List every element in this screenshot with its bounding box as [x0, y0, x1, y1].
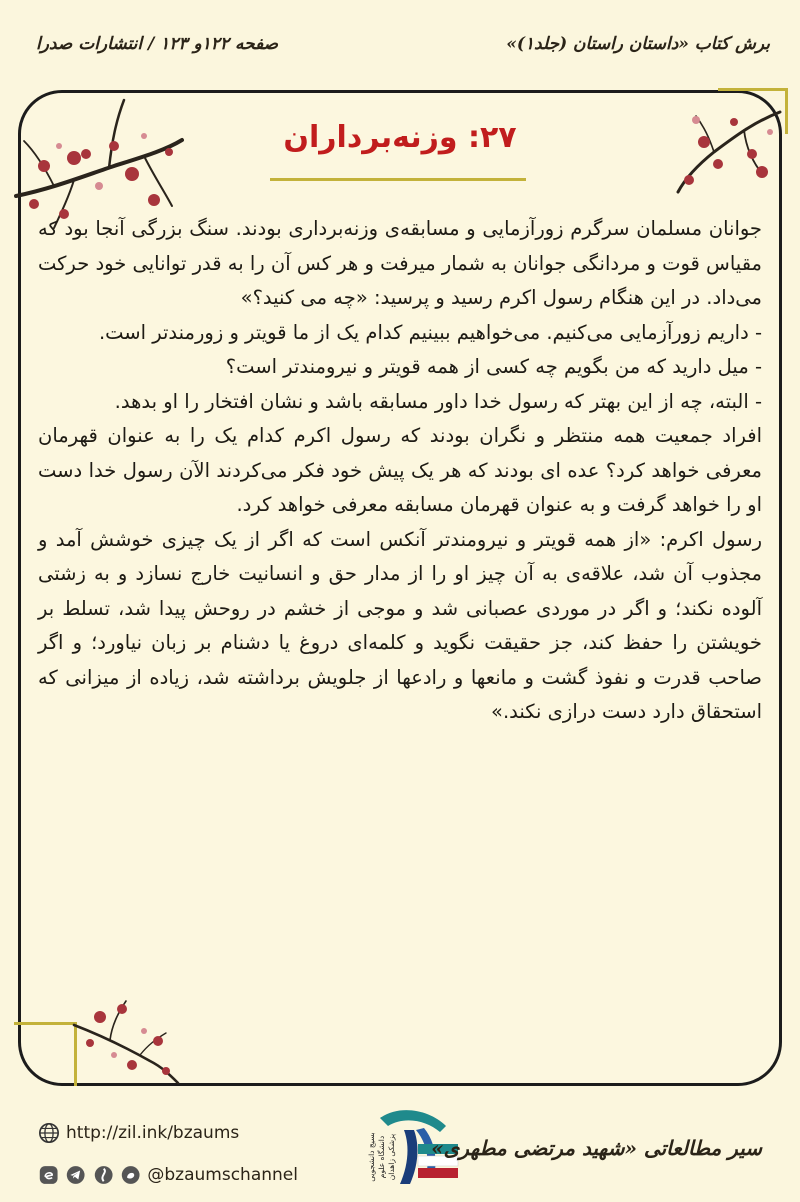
- bale-icon: [120, 1164, 141, 1186]
- soroush-icon: [93, 1164, 114, 1186]
- blossom-branch-bottom-left: [70, 995, 180, 1085]
- story-title: ۲۷: وزنه‌برداران: [283, 120, 517, 155]
- channel-handle[interactable]: @bzaumschannel: [147, 1165, 298, 1185]
- channel-row[interactable]: [38, 1160, 298, 1190]
- frame-accent-top-right: [718, 88, 788, 91]
- footer-links: [38, 1118, 298, 1202]
- study-series-label: سیر مطالعاتی «شهید مرتضی مطهری»: [431, 1136, 762, 1160]
- paragraph: رسول اکرم: «از همه قویتر و نیرومندتر آنکس است که اگر از یک چیزی خوشش آمد و مجذوب آن شد، علاقه‌ی به آن چیز او را از مدار حق و انسانیت خارج نسازد و به زشتی آلوده نکند؛ و اگر در موردی عصبانی شد و موجی از خشم در روحش پیدا شد، تسلط بر خویشتن را حفظ کند، جز حقیقت نگوید و کلمه‌ای دروغ یا دشنام بر زبان نیاورد؛ و اگر صاحب قدرت و نفوذ گشت و مانعها و رادعها از جلویش برداشته شد، زیاده از میزانی که استحقاق دارد دست درازی نکند.»: [38, 527, 762, 723]
- paragraph: افراد جمعیت همه منتظر و نگران بودند که رسول اکرم کدام یک را به عنوان قهرمان معرفی خواهد کرد؟ عده ای بودند که هر یک پیش خود فکر می‌کردند الآن رسول خدا دست او را خواهد گرفت و به عنوان قهرمان مسابقه معرفی خواهد کرد.: [38, 424, 762, 516]
- logo-caption: بسیج دانشجویی دانشگاه علوم پزشکی زاهدان: [367, 1132, 396, 1182]
- website-link-row[interactable]: [38, 1118, 298, 1148]
- paragraph: - البته، چه از این بهتر که رسول خدا داور مسابقه باشد و نشان افتخار را او بدهد.: [114, 389, 762, 413]
- title-underline: [270, 178, 526, 181]
- website-link[interactable]: http://zil.ink/bzaums: [66, 1123, 240, 1143]
- paragraph: - میل دارید که من بگویم چه کسی از همه قویتر و نیرومندتر است؟: [225, 355, 762, 378]
- header-page-info: صفحه ۱۲۲و ۱۲۳ / انتشارات صدرا: [36, 34, 279, 54]
- header-book-title: برش کتاب «داستان راستان (جلد۱)»: [506, 34, 770, 54]
- telegram-icon: [65, 1164, 86, 1186]
- paragraph: - داریم زورآزمایی می‌کنیم. می‌خواهیم ببینیم کدام یک از ما قویتر و زورمندتر است.: [98, 320, 762, 344]
- story-body: [38, 212, 762, 730]
- globe-icon: [38, 1122, 60, 1144]
- frame-accent-bottom-left: [14, 1022, 74, 1025]
- paragraph: جوانان مسلمان سرگرم زورآزمایی و مسابقه‌ی وزنه‌برداری بودند. سنگ بزرگی آنجا بود که مقیاس قوت و مردانگی جوانان به شمار میرفت و هر کس آن را به قدر توانایی خود حرکت می‌داد. در این هنگام رسول اکرم رسید و پرسید: «چه می کنید؟»: [38, 217, 762, 309]
- eitaa-icon: [38, 1164, 59, 1186]
